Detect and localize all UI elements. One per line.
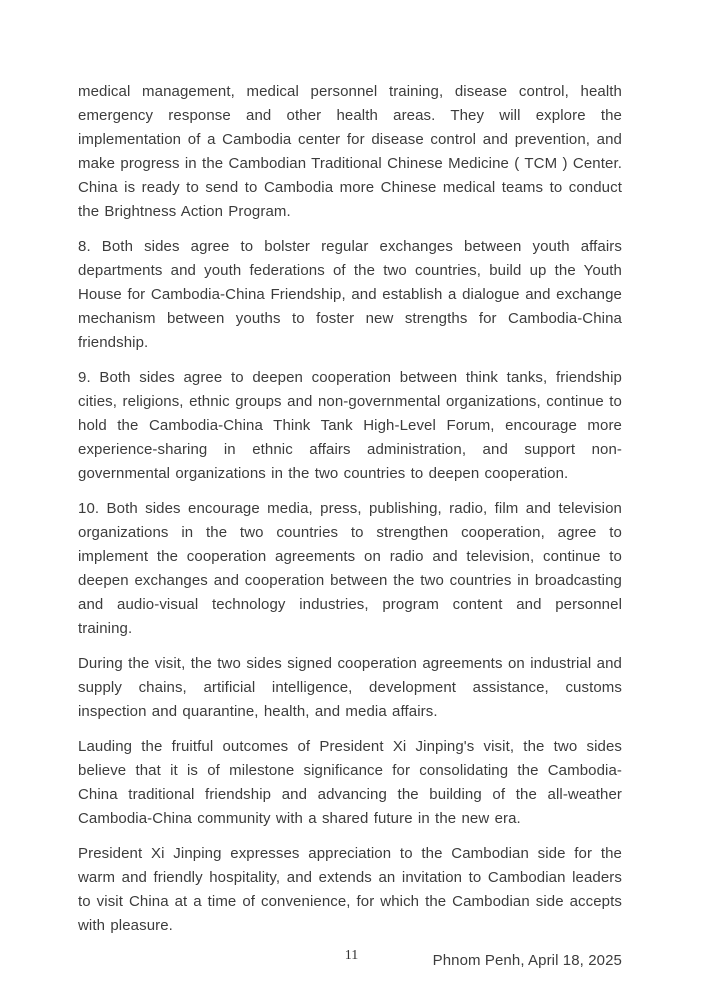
paragraph-appreciation-invitation: President Xi Jinping expresses appreciation to the Cambodian side for the warm and friendly hospitality, and extends an invitation to Cambodian leaders to visit China at a time of convenience, for which the Cambodian side accepts with pleasure. bbox=[78, 845, 622, 934]
paragraph-visit-outcomes: Lauding the fruitful outcomes of President Xi Jinping's visit, the two sides believe that it is of milestone significance for consolidating the Cambodia-China traditional friendship and advancing the building of the all-weather Cambodia-China community with a shared future in the new era. bbox=[78, 738, 622, 827]
paragraph-continuation-medical-cooperation: medical management, medical personnel training, disease control, health emergency response and other health areas. They will explore the implementation of a Cambodia center for disease control and prevention, and make progress in the Cambodian Traditional Chinese Medicine ( TCM ) Center. China is ready to send to Cambodia more Chinese medical teams to conduct the Brightness Action Program. bbox=[78, 83, 622, 220]
paragraph-item-8-youth-exchanges: 8. Both sides agree to bolster regular exchanges between youth affairs departments and youth federations of the two countries, build up the Youth House for Cambodia-China Friendship, and establish a dialogue and exchange mechanism between youths to foster new strengths for Cambodia-China friendship. bbox=[78, 238, 622, 351]
dateline: Phnom Penh, April 18, 2025 bbox=[432, 952, 622, 969]
document-body bbox=[78, 80, 622, 973]
paragraph-item-10-media-cooperation: 10. Both sides encourage media, press, publishing, radio, film and television organizations in the two countries to strengthen cooperation, agree to implement the cooperation agreements on radio and television, continue to deepen exchanges and cooperation between the two countries in broadcasting and audio-visual technology industries, program content and personnel training. bbox=[78, 500, 622, 637]
paragraph-signed-agreements: During the visit, the two sides signed cooperation agreements on industrial and supply chains, artificial intelligence, development assistance, customs inspection and quarantine, health, and media affairs. bbox=[78, 655, 622, 720]
page-number: 11 bbox=[344, 948, 359, 963]
paragraph-item-9-think-tanks: 9. Both sides agree to deepen cooperation between think tanks, friendship cities, religions, ethnic groups and non-governmental organizations, continue to hold the Cambodia-China Think Tank High-Level Forum, encourage more experience-sharing in ethnic affairs administration, and support non-governmental organizations in the two countries to deepen cooperation. bbox=[78, 369, 622, 482]
